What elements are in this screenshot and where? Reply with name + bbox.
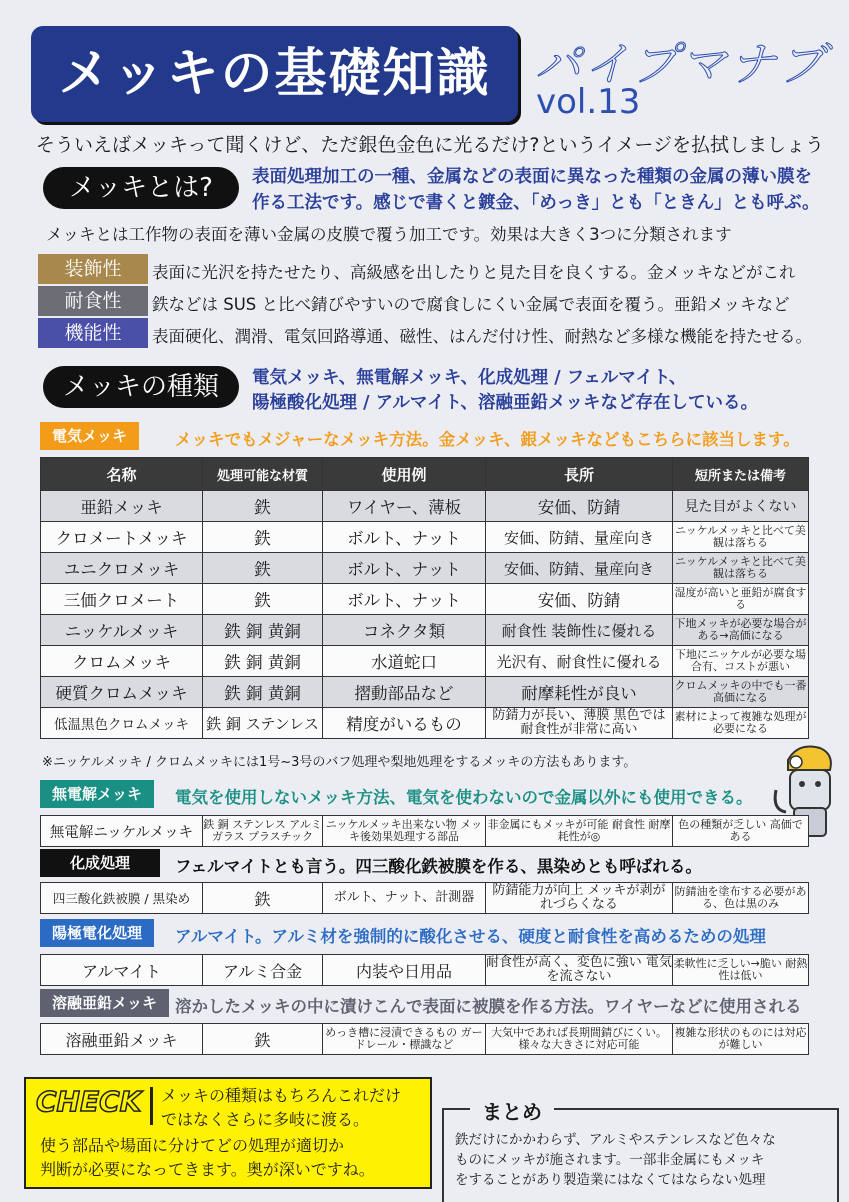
check-divider: [150, 1087, 153, 1125]
cell: 耐食性 装飾性に優れる: [486, 615, 673, 646]
cell: 鉄 銅 ステンレス: [203, 708, 323, 739]
cell: 三価クロメート: [41, 584, 203, 615]
cell: 複雑な形状のものには対応が難しい: [673, 1024, 809, 1055]
table-row: [41, 522, 809, 553]
cell: クロムメッキの中でも一番高価になる: [673, 677, 809, 708]
table-row: [41, 816, 809, 847]
intro-text: そういえばメッキって聞くけど、ただ銀色金色に光るだけ?というイメージを払拭しましょう: [36, 134, 824, 156]
category-desc-anodize: アルマイト。アルミ材を強制的に酸化させる、硬度と耐食性を高めるための処理: [175, 927, 766, 946]
cell: ユニクロメッキ: [41, 553, 203, 584]
cell: 防錆能力が向上 メッキが剥がれづらくなる: [486, 883, 673, 914]
effect-text-decorative: 表面に光沢を持たせたり、高級感を出したりと見た目を良くする。金メッキなどがこれ: [152, 263, 796, 282]
header-name: 名称: [41, 458, 203, 491]
header-usage: 使用例: [323, 458, 486, 491]
cell: 耐摩耗性が良い: [486, 677, 673, 708]
cell: 安価、防錆: [486, 491, 673, 522]
cell: ボルト、ナット: [323, 584, 486, 615]
table-row: [41, 553, 809, 584]
cell: 鉄: [203, 883, 323, 914]
check-line-1: メッキの種類はもちろんこれだけ: [161, 1086, 402, 1105]
effect-tag-corrosion: 耐食性: [38, 286, 148, 316]
electroless-table: [40, 815, 809, 847]
summary-line-2: ものにメッキが施されます。一部非金属にもメッキ: [455, 1152, 765, 1168]
check-label: CHECK: [36, 1085, 142, 1118]
cell: 鉄: [203, 553, 323, 584]
cell: ニッケルメッキと比べて美観は落ちる: [673, 553, 809, 584]
cell: ボルト、ナット: [323, 553, 486, 584]
effect-text-corrosion: 鉄などは SUS と比べ錆びやすいので腐食しにくい金属で表面を覆う。亜鉛メッキなど: [152, 295, 790, 314]
table-row: [41, 646, 809, 677]
cell: 防錆油を塗布する必要がある、色は黒のみ: [673, 883, 809, 914]
cell: アルミ合金: [203, 955, 323, 986]
summary-line-3: をすることがあり製造業にはなくてはならない処理: [455, 1172, 766, 1188]
summary-line-1: 鉄だけにかかわらず、アルミやステンレスなど色々な: [455, 1132, 776, 1148]
cell: めっき槽に浸漬できるもの ガードレール・標識など: [323, 1024, 486, 1055]
table-header-row: [41, 458, 809, 491]
cell: 安価、防錆、量産向き: [486, 553, 673, 584]
table-row: [41, 491, 809, 522]
cell: 光沢有、耐食性に優れる: [486, 646, 673, 677]
definition-line-2: 作る工法です。感じで書くと鍍金、「めっき」とも「ときん」とも呼ぶ。: [252, 193, 820, 213]
hotdip-table: [40, 1023, 809, 1055]
category-label-electroless: 無電解メッキ: [40, 780, 154, 808]
cell: 湿度が高いと亜鉛が腐食する: [673, 584, 809, 615]
category-desc-chemical: フェルマイトとも言う。四三酸化鉄被膜を作る、黒染めとも呼ばれる。: [175, 857, 702, 876]
cell: 鉄 銅 黄銅: [203, 677, 323, 708]
cell: アルマイト: [41, 955, 203, 986]
cell: 非金属にもメッキが可能 耐食性 耐摩耗性が◎: [486, 816, 673, 847]
check-line-2: ではなくさらに多岐に渡る。: [161, 1110, 370, 1129]
anodize-table: [40, 954, 809, 986]
cell: 安価、防錆: [486, 584, 673, 615]
header-material: 処理可能な材質: [203, 458, 323, 491]
cell: ニッケルメッキ出来ない物 メッキ後効果処理する部品: [323, 816, 486, 847]
page-title: メッキの基礎知識: [58, 44, 491, 104]
table-row: [41, 883, 809, 914]
cell: 硬質クロムメッキ: [41, 677, 203, 708]
cell: 鉄: [203, 584, 323, 615]
cell: 防錆力が長い、薄膜 黒色では耐食性が非常に高い: [486, 708, 673, 739]
category-desc-hotdip: 溶かしたメッキの中に漬けこんで表面に被膜を作る方法。ワイヤーなどに使用される: [175, 997, 802, 1016]
cell: 溶融亜鉛メッキ: [41, 1024, 203, 1055]
cell: 下地メッキが必要な場合がある→高価になる: [673, 615, 809, 646]
cell: 鉄 銅 ステンレス アルミ ガラス プラスチック: [203, 816, 323, 847]
cell: ニッケルメッキ: [41, 615, 203, 646]
category-label-hotdip: 溶融亜鉛メッキ: [40, 989, 169, 1017]
cell: 亜鉛メッキ: [41, 491, 203, 522]
check-box: [24, 1077, 432, 1189]
table-row: [41, 677, 809, 708]
plating-table: [40, 457, 809, 739]
cell: 鉄: [203, 491, 323, 522]
table-row: [41, 584, 809, 615]
effect-text-functional: 表面硬化、潤滑、電気回路導通、磁性、はんだ付け性、耐熱など多様な機能を持たせる。: [152, 327, 812, 346]
cell: 摺動部品など: [323, 677, 486, 708]
cell: クロムメッキ: [41, 646, 203, 677]
table-row: [41, 708, 809, 739]
category-label-anodize: 陽極電化処理: [40, 919, 154, 947]
cell: 鉄 銅 黄銅: [203, 646, 323, 677]
cell: 四三酸化鉄被膜 / 黒染め: [41, 883, 203, 914]
cell: ニッケルメッキと比べて美観は落ちる: [673, 522, 809, 553]
cell: 色の種類が乏しい 高価である: [673, 816, 809, 847]
volume-label: vol.13: [536, 82, 641, 122]
chemical-table: [40, 882, 809, 914]
section-heading-what-is: メッキとは?: [43, 167, 239, 209]
cell: 精度がいるもの: [323, 708, 486, 739]
effects-summary: メッキとは工作物の表面を薄い金属の皮膜で覆う加工です。効果は大きく3つに分類されます: [46, 225, 732, 244]
cell: 鉄: [203, 1024, 323, 1055]
category-desc-electro: メッキでもメジャーなメッキ方法。金メッキ、銀メッキなどもこちらに該当します。: [175, 430, 800, 449]
cell: ボルト、ナット、計測器: [323, 883, 486, 914]
table-row: [41, 1024, 809, 1055]
summary-heading: まとめ: [470, 1096, 554, 1125]
effect-tag-functional: 機能性: [38, 318, 148, 348]
cell: クロメートメッキ: [41, 522, 203, 553]
category-label-chemical: 化成処理: [40, 849, 160, 877]
cell: 耐食性が高く、変色に強い 電気を流さない: [486, 955, 672, 984]
effect-tag-decorative: 装飾性: [38, 254, 148, 284]
cell: 水道蛇口: [323, 646, 486, 677]
cell: 鉄 銅 黄銅: [203, 615, 323, 646]
cell: 見た目がよくない: [673, 491, 809, 522]
cell: 柔軟性に乏しい→脆い 耐熱性は低い: [673, 955, 809, 986]
section-heading-types: メッキの種類: [43, 366, 239, 408]
cell: 鉄: [203, 522, 323, 553]
cell: コネクタ類: [323, 615, 486, 646]
cell: 安価、防錆、量産向き: [486, 522, 673, 553]
cell: 無電解ニッケルメッキ: [41, 816, 203, 847]
category-label-electro: 電気メッキ: [40, 422, 139, 450]
cell: 低温黒色クロムメッキ: [41, 708, 203, 739]
cell: ワイヤー、薄板: [323, 491, 486, 522]
types-desc-line-1: 電気メッキ、無電解メッキ、化成処理 / フェルマイト、: [252, 368, 687, 388]
cell: ボルト、ナット: [323, 522, 486, 553]
types-desc-line-2: 陽極酸化処理 / アルマイト、溶融亜鉛メッキなど存在している。: [252, 393, 758, 413]
brand-logo: パイプマナブ: [535, 37, 828, 91]
cell: 下地にニッケルが必要な場合有、コストが悪い: [673, 646, 809, 677]
cell: 素材によって複雑な処理が必要になる: [673, 708, 809, 739]
table-note: ※ニッケルメッキ / クロムメッキには1号~3号のバフ処理や梨地処理をするメッキの方法もあります。: [42, 755, 637, 770]
definition-line-1: 表面処理加工の一種、金属などの表面に異なった種類の金属の薄い膜を: [252, 167, 812, 187]
cell: 大気中であれば長期間錆びにくい。様々な大きさに対応可能: [486, 1024, 673, 1055]
header-pros: 長所: [486, 458, 673, 491]
category-desc-electroless: 電気を使用しないメッキ方法、電気を使わないので金属以外にも使用できる。: [175, 788, 753, 807]
table-row: [41, 955, 809, 986]
header-cons: 短所または備考: [673, 458, 809, 491]
check-line-3: 使う部品や場面に分けてどの処理が適切か: [40, 1136, 345, 1155]
check-line-4: 判断が必要になってきます。奥が深いですね。: [40, 1160, 375, 1179]
table-row: [41, 615, 809, 646]
cell: 内装や日用品: [323, 955, 486, 986]
